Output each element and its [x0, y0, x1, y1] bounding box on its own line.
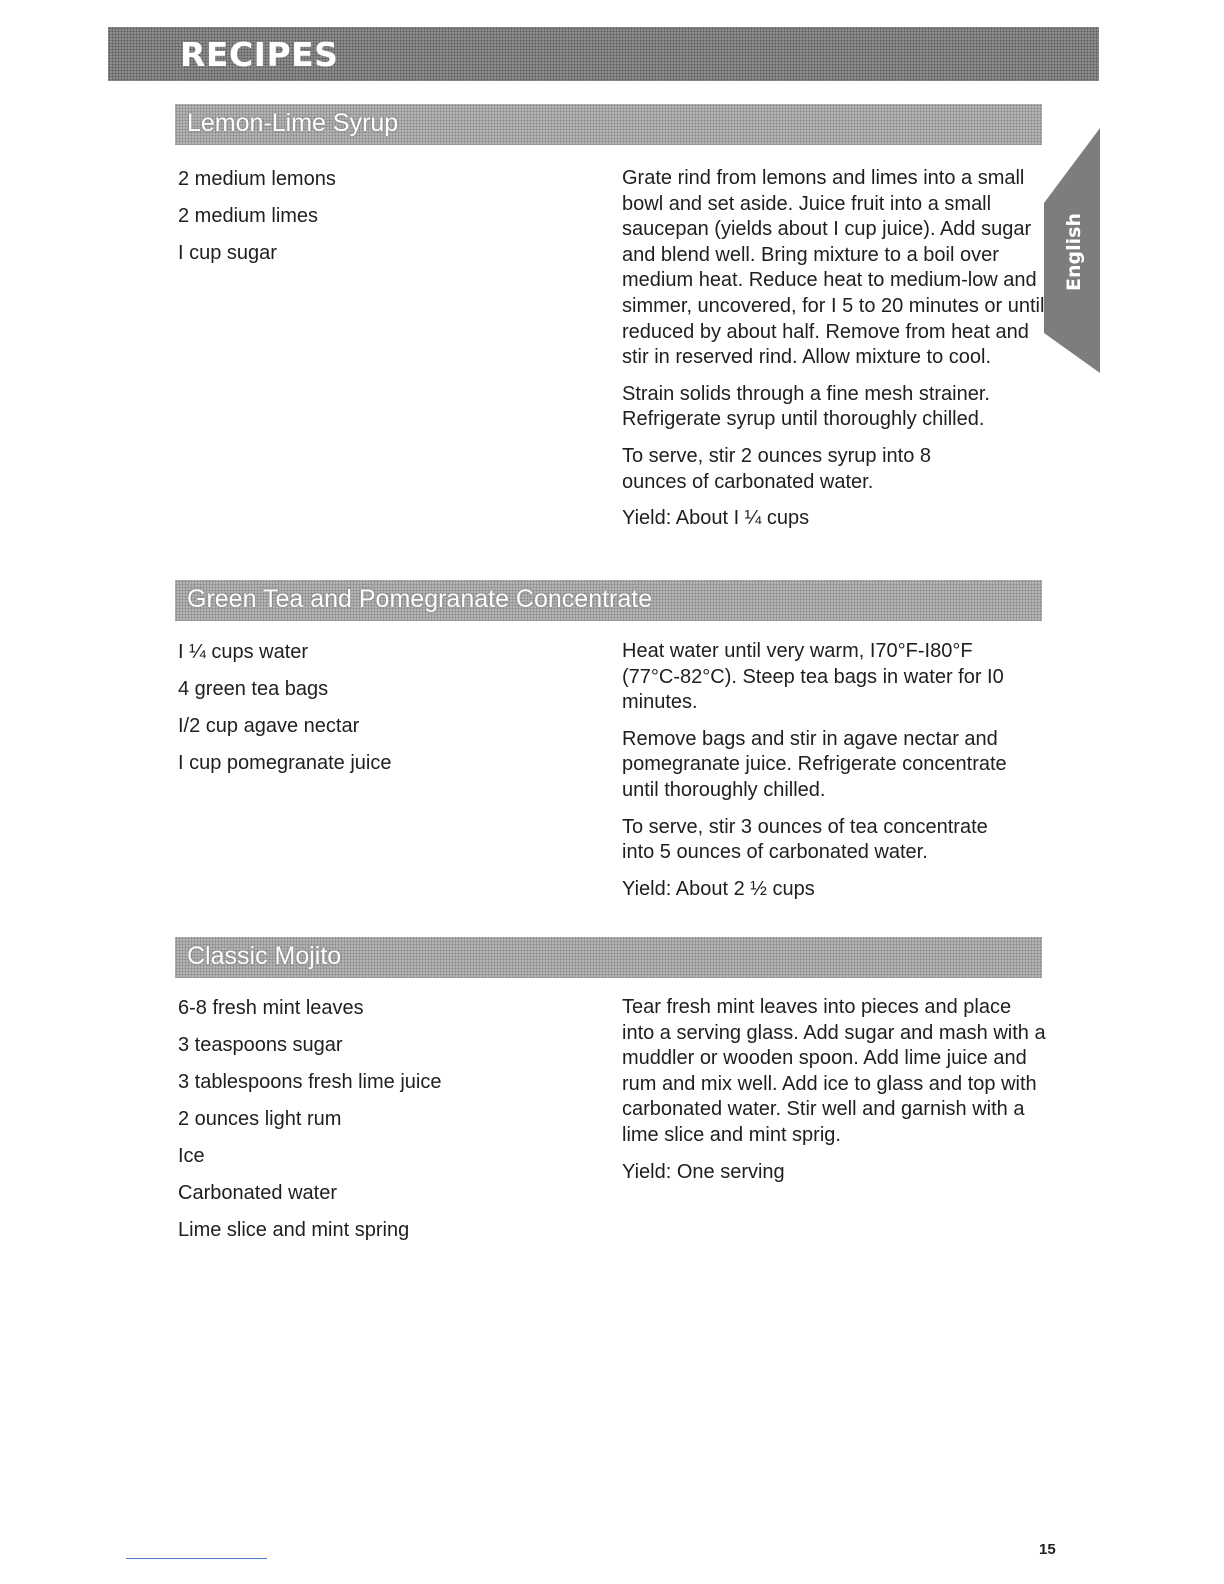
- directions: [622, 639, 1047, 913]
- direction-paragraph: Grate rind from lemons and limes into a small bowl and set aside. Juice fruit into a small saucepan (yields about I cup juice). Add sugar and blend well. Bring mixture to a boil over medium heat. Reduce heat to medium-low and simmer, uncovered, for I 5 to 20 minutes or until reduced by about half. Remove from heat and stir in reserved rind. Allow mixture to cool.: [622, 167, 1045, 369]
- direction-paragraph: Heat water until very warm, I70°F-I80°F (77°C-82°C). Steep tea bags in water for I0 minutes.: [622, 640, 1004, 714]
- recipe-title-bar: [175, 580, 1042, 621]
- ingredient-item: 3 teaspoons sugar: [178, 1034, 343, 1056]
- ingredient-list: [178, 995, 441, 1254]
- directions: [622, 995, 1047, 1196]
- ingredient-list: [178, 166, 336, 277]
- ingredient-item: 6-8 fresh mint leaves: [178, 997, 364, 1019]
- page-header: [108, 27, 1099, 81]
- recipe-title: Classic Mojito: [187, 942, 342, 970]
- language-tab: [1042, 128, 1100, 373]
- ingredient-item: 2 ounces light rum: [178, 1108, 342, 1130]
- recipe-title-bar: [175, 104, 1042, 145]
- ingredient-list: [178, 639, 391, 787]
- direction-paragraph: Strain solids through a fine mesh strainer. Refrigerate syrup until thoroughly chilled.: [622, 382, 990, 431]
- ingredient-item: I cup pomegranate juice: [178, 752, 392, 774]
- recipe-title-bar: [175, 937, 1042, 978]
- ingredient-item: I/2 cup agave nectar: [178, 715, 360, 737]
- direction-paragraph: Tear fresh mint leaves into pieces and place into a serving glass. Add sugar and mash with a muddler or wooden spoon. Add lime juice and rum and mix well. Add ice to glass and top with carbonated water. Stir well and garnish with a lime slice and mint sprig.: [622, 996, 1046, 1146]
- recipe-title: Green Tea and Pomegranate Concentrate: [187, 585, 653, 613]
- footer-divider: [126, 1558, 267, 1559]
- page-number: 15: [1039, 1541, 1056, 1558]
- ingredient-item: 3 tablespoons fresh lime juice: [178, 1071, 442, 1093]
- direction-paragraph: Remove bags and stir in agave nectar and pomegranate juice. Refrigerate concentrate until thoroughly chilled.: [622, 727, 1007, 801]
- directions: [622, 166, 1047, 543]
- ingredient-item: 2 medium limes: [178, 205, 319, 227]
- language-tab-label: English: [1063, 213, 1085, 291]
- recipe-title: Lemon-Lime Syrup: [187, 109, 399, 137]
- direction-paragraph: To serve, stir 2 ounces syrup into 8 ounces of carbonated water.: [622, 444, 932, 493]
- ingredient-item: Ice: [178, 1145, 205, 1167]
- ingredient-item: I cup sugar: [178, 242, 277, 264]
- recipe-yield: Yield: One serving: [622, 1160, 785, 1183]
- ingredient-item: Lime slice and mint spring: [178, 1219, 410, 1241]
- ingredient-item: Carbonated water: [178, 1182, 337, 1204]
- direction-paragraph: To serve, stir 3 ounces of tea concentrate into 5 ounces of carbonated water.: [622, 815, 988, 864]
- recipe-yield: Yield: About I ¼ cups: [622, 507, 810, 530]
- ingredient-item: 2 medium lemons: [178, 168, 336, 190]
- recipe-yield: Yield: About 2 ½ cups: [622, 877, 815, 900]
- ingredient-item: 4 green tea bags: [178, 678, 329, 700]
- page-title: RECIPES: [180, 35, 339, 74]
- ingredient-item: I ¼ cups water: [178, 641, 309, 663]
